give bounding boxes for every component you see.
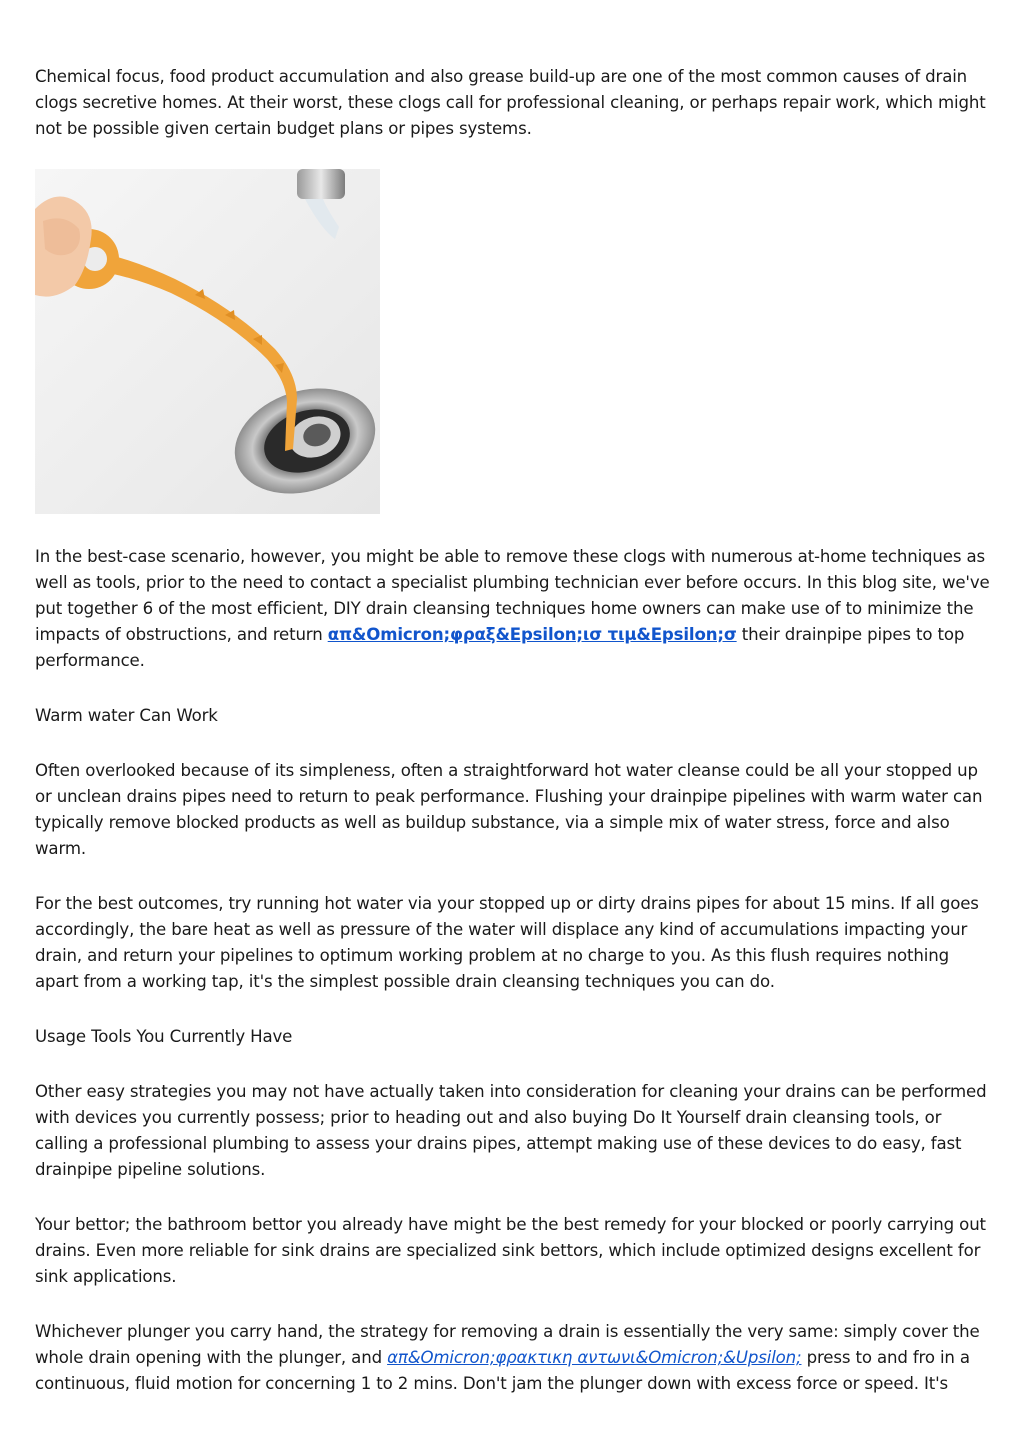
tools-paragraph-1: Other easy strategies you may not have actually taken into consideration for cleaning your drains can be performed with devices you currently possess; prior to heading out and also buying Do It Yourself drain cleansing tools, or calling a professional plumbing to assess your drains pipes, attempt making use of these devices to do easy, fast drainpipe pipeline solutions.: [35, 1082, 987, 1179]
paragraph-text: press to and fro in a continuous, fluid motion for concerning 1 to 2 mins. Don't jam the plunger down with excess force or speed. It's: [35, 1348, 970, 1393]
drain-cleaning-figure: [35, 169, 380, 514]
paragraph-text: In the best-case scenario, however, you might be able to remove these clogs with numerous at-home techniques as well as tools, prior to the need to contact a specialist plumbing technician ever before occurs. In this blog site, we've put together 6 of the most efficient, DIY drain cleansing techniques home owners can make use of to minimize the impacts of obstructions, and return: [35, 547, 990, 644]
best-case-paragraph: [35, 544, 995, 674]
drain-cleaning-tool-photo: [35, 169, 380, 514]
paragraph-text: their drainpipe pipes to top performance.: [35, 625, 965, 670]
section-heading-tools: Usage Tools You Currently Have: [35, 1027, 293, 1046]
paragraph-text: Whichever plunger you carry hand, the strategy for removing a drain is essentially the very same: simply cover the whole drain opening with the plunger, and: [35, 1322, 980, 1367]
intro-paragraph: Chemical focus, food product accumulation and also grease build-up are one of the most common causes of drain clogs secretive homes. At their worst, these clogs call for professional cleaning, or perhaps repair work, which might not be possible given certain budget plans or pipes systems.: [35, 67, 986, 138]
section-heading-warm-water: Warm water Can Work: [35, 706, 218, 725]
plunger-paragraph: [35, 1319, 995, 1397]
document-page: [35, 64, 995, 1397]
tools-paragraph-2: Your bettor; the bathroom bettor you already have might be the best remedy for your blocked or poorly carrying out drains. Even more reliable for sink drains are specialized sink bettors, which include optimized designs excellent for sink applications.: [35, 1215, 986, 1286]
warm-water-paragraph-2: For the best outcomes, try running hot water via your stopped up or dirty drains pipes for about 15 mins. If all goes accordingly, the bare heat as well as pressure of the water will displace any kind of accumulations impacting your drain, and return your pipelines to optimum working problem at no charge to you. As this flush requires nothing apart from a working tap, it's the simplest possible drain cleansing techniques you can do.: [35, 894, 979, 991]
drain-unclog-prices-link[interactable]: απ&Omicron;φραξ&Epsilon;ισ τιμ&Epsilon;σ: [327, 625, 737, 644]
drain-unclog-link[interactable]: απ&Omicron;φρακτικη αντωνι&Omicron;&Upsilon;: [387, 1348, 802, 1367]
warm-water-paragraph-1: Often overlooked because of its simpleness, often a straightforward hot water cleanse could be all your stopped up or unclean drains pipes need to return to peak performance. Flushing your drainpipe pipelines with warm water can typically remove blocked products as well as buildup substance, via a simple mix of water stress, force and also warm.: [35, 761, 983, 858]
